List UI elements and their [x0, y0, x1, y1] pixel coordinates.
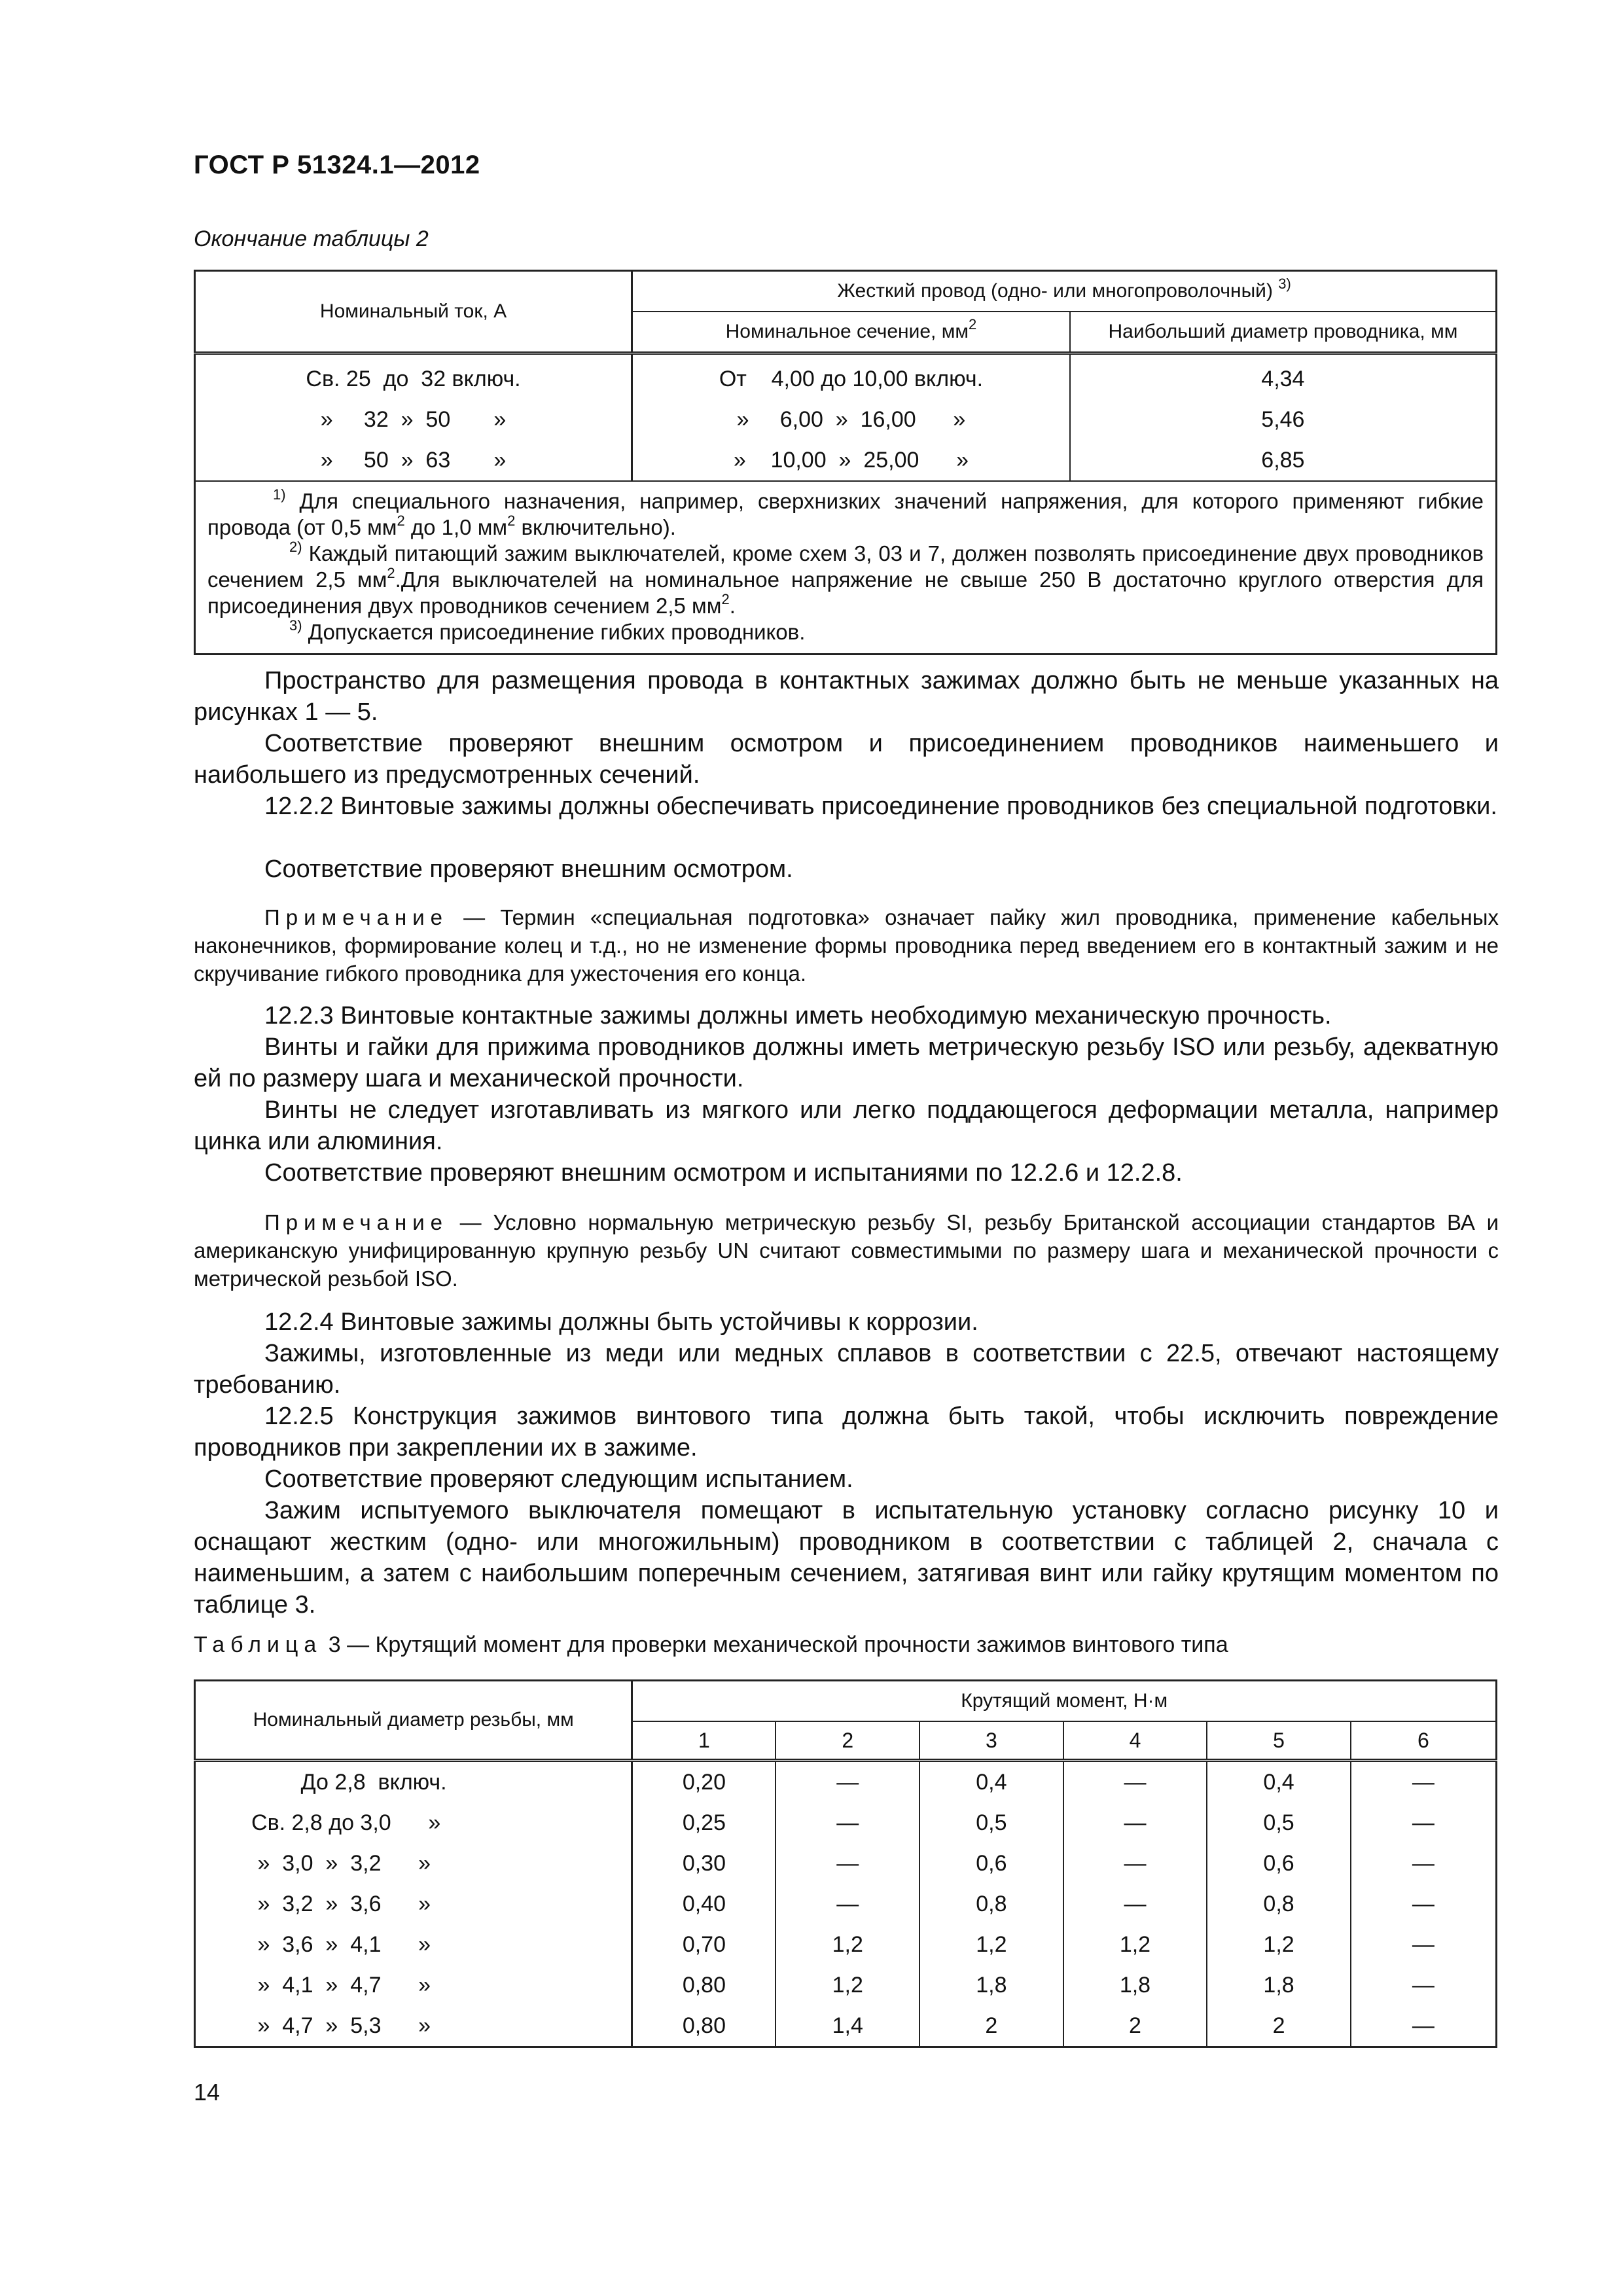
table2-cell-current: » 32 » 50 »: [195, 399, 632, 440]
table3-cell: —: [1351, 2005, 1497, 2047]
paragraph: Соответствие проверяют внешним осмотром и присоединением проводников наименьшего и наибольшего из предусмотренных сечений.: [194, 730, 1499, 789]
paragraph: 12.2.2 Винтовые зажимы должны обеспечивать присоединение проводников без специальной подготовки.: [264, 793, 1497, 820]
paragraph: 12.2.3 Винтовые контактные зажимы должны иметь необходимую механическую прочность.: [264, 1002, 1332, 1030]
table2-header-group: Жесткий провод (одно- или многопроволочный) $^{3)}$: [632, 271, 1497, 312]
note-1: Примечание — Термин «специальная подготовка» означает пайку жил проводника, применение кабельных наконечников, формирование колец и т.д., но не изменение формы проводника перед введением его в контактный зажим и не скручивание гибкого проводника для ужесточения его конца.: [194, 905, 1499, 986]
table3-cell: 0,5: [919, 1803, 1063, 1843]
table3-col-header: 4: [1063, 1721, 1207, 1761]
paragraph: Винты не следует изготавливать из мягкого или легко поддающегося деформации металла, например цинка или алюминия.: [194, 1096, 1499, 1155]
table3-cell: 1,8: [1063, 1965, 1207, 2005]
table2-cell-diameter: 5,46: [1070, 399, 1497, 440]
table-row: [195, 1803, 1497, 1843]
footnote-3: $^{3)}$ Допускается присоединение гибких проводников.: [289, 617, 806, 644]
paragraph: Пространство для размещения провода в контактных зажимах должно быть не меньше указанных на рисунках 1 — 5.: [194, 667, 1499, 726]
table2-header-current: Номинальный ток, А: [195, 271, 632, 353]
paragraph: Зажим испытуемого выключателя помещают в испытательную установку согласно рисунку 10 и оснащают жестким (одно- или многожильным) проводником в соответствии с таблицей 2, сначала с наименьшим, а затем с наибольшим поперечным сечением, затягивая винт или гайку крутящим моментом по таблице 3.: [194, 1497, 1499, 1619]
table3-cell: 0,25: [632, 1803, 776, 1843]
table-2: [194, 270, 1497, 655]
table3-col-header: 5: [1207, 1721, 1351, 1761]
table2-cell-current: » 50 » 63 »: [195, 440, 632, 481]
table3-cell: 1,2: [776, 1965, 919, 2005]
table3-cell: 0,20: [632, 1761, 776, 1803]
table3-cell: —: [776, 1884, 919, 1924]
table3-col-header: 3: [919, 1721, 1063, 1761]
table3-cell: —: [1351, 1924, 1497, 1965]
table3-cell: 0,6: [1207, 1843, 1351, 1884]
footnote-2: $^{2)}$ Каждый питающий зажим выключателей, кроме схем 3, 03 и 7, должен позволять присоединение двух проводников сечением 2,5 $мм^2.Для$ выключателей на номинальное напряжение не свыше 250 В достаточно круглого отверстия для присоединения двух проводников сечением 2,5 $мм^2$.: [207, 539, 1484, 618]
table3-cell: —: [776, 1761, 919, 1803]
table3-cell: 1,2: [1207, 1924, 1351, 1965]
document-header-title: ГОСТ Р 51324.1—2012: [194, 151, 480, 179]
table3-col-header: 2: [776, 1721, 919, 1761]
table2-cell-section: От 4,00 до 10,00 включ.: [632, 353, 1070, 400]
paragraph: Соответствие проверяют внешним осмотром.: [264, 855, 793, 883]
table3-cell: —: [776, 1803, 919, 1843]
table3-cell: 1,8: [919, 1965, 1063, 2005]
table3-cell: 0,8: [1207, 1884, 1351, 1924]
table3-cell: —: [1351, 1803, 1497, 1843]
table3-cell: —: [1063, 1843, 1207, 1884]
table3-cell: 0,6: [919, 1843, 1063, 1884]
table2-cell-section: » 6,00 » 16,00 »: [632, 399, 1070, 440]
table-row: [195, 1924, 1497, 1965]
table3-cell: 0,40: [632, 1884, 776, 1924]
table3-cell: 1,2: [1063, 1924, 1207, 1965]
table2-cell-current: Св. 25 до 32 включ.: [195, 353, 632, 400]
table-row: [195, 1761, 1497, 1803]
table3-header-torque: Крутящий момент, Н·м: [632, 1681, 1497, 1722]
table-row: [195, 1884, 1497, 1924]
table3-cell: 0,80: [632, 1965, 776, 2005]
table3-cell: 0,8: [919, 1884, 1063, 1924]
table3-cell: 0,30: [632, 1843, 776, 1884]
footnote-1: $^{1)}$ Для специального назначения, например, сверхнизких значений напряжения, для которого применяют гибкие провода (от 0,5 $мм^2$ до 1,0 $мм^2$ включительно).: [207, 486, 1484, 539]
paragraph: 12.2.5 Конструкция зажимов винтового типа должна быть такой, чтобы исключить повреждение проводников при закреплении их в зажиме.: [194, 1403, 1499, 1462]
table-3: [194, 1679, 1497, 2048]
table2-footnotes: [195, 481, 1497, 655]
table2-continuation-caption: Окончание таблицы 2: [194, 226, 429, 251]
table3-cell: 1,2: [776, 1924, 919, 1965]
table2-header-diameter: Наибольший диаметр проводника, мм: [1070, 312, 1497, 353]
table2-cell-section: » 10,00 » 25,00 »: [632, 440, 1070, 481]
table3-cell-diameter: » 4,7 » 5,3 »: [195, 2005, 632, 2047]
table3-col-header: 1: [632, 1721, 776, 1761]
table3-cell: 1,2: [919, 1924, 1063, 1965]
table3-cell-diameter: Св. 2,8 до 3,0 »: [195, 1803, 632, 1843]
table-row: [195, 353, 1497, 400]
table3-cell: 0,80: [632, 2005, 776, 2047]
table3-header-diameter: Номинальный диаметр резьбы, мм: [195, 1681, 632, 1761]
note-label: Примечание: [264, 1210, 449, 1234]
paragraph: Соответствие проверяют следующим испытанием.: [264, 1465, 853, 1493]
paragraph: 12.2.4 Винтовые зажимы должны быть устойчивы к коррозии.: [264, 1308, 978, 1336]
paragraph: Винты и гайки для прижима проводников должны иметь метрическую резьбу ISO или резьбу, адекватную ей по размеру шага и механической прочности.: [194, 1033, 1499, 1092]
table3-cell: —: [1063, 1803, 1207, 1843]
table-row: [195, 1843, 1497, 1884]
table3-cell: 0,5: [1207, 1803, 1351, 1843]
table3-cell-diameter: » 4,1 » 4,7 »: [195, 1965, 632, 2005]
note-2: Примечание — Условно нормальную метрическую резьбу SI, резьбу Британской ассоциации стандартов ВА и американскую унифицированную крупную резьбу UN считают совместимыми по размеру шага и механической прочности с метрической резьбой ISO.: [194, 1210, 1499, 1291]
table3-cell: 2: [919, 2005, 1063, 2047]
table3-cell: 0,4: [1207, 1761, 1351, 1803]
paragraph: Зажимы, изготовленные из меди или медных сплавов в соответствии с 22.5, отвечают настоящему требованию.: [194, 1340, 1499, 1399]
table3-cell: 0,70: [632, 1924, 776, 1965]
table3-cell: —: [1063, 1761, 1207, 1803]
table2-cell-diameter: 4,34: [1070, 353, 1497, 400]
table3-cell: —: [1351, 1843, 1497, 1884]
table3-cell: —: [1351, 1761, 1497, 1803]
note-label: Примечание: [264, 905, 449, 929]
table3-cell-diameter: » 3,0 » 3,2 »: [195, 1843, 632, 1884]
table3-cell: 2: [1207, 2005, 1351, 2047]
table3-cell: 1,4: [776, 2005, 919, 2047]
table3-cell: —: [776, 1843, 919, 1884]
paragraph: Соответствие проверяют внешним осмотром и испытаниями по 12.2.6 и 12.2.8.: [264, 1159, 1183, 1187]
table3-cell-diameter: » 3,2 » 3,6 »: [195, 1884, 632, 1924]
table3-cell: 1,8: [1207, 1965, 1351, 2005]
table3-cell: —: [1063, 1884, 1207, 1924]
table3-caption: Таблица 3 — Крутящий момент для проверки механической прочности зажимов винтового типа: [194, 1632, 1228, 1657]
table3-cell-diameter: » 3,6 » 4,1 »: [195, 1924, 632, 1965]
table3-cell-diameter: До 2,8 включ.: [195, 1761, 632, 1803]
table3-col-header: 6: [1351, 1721, 1497, 1761]
table-row: [195, 1965, 1497, 2005]
table3-cell: 0,4: [919, 1761, 1063, 1803]
table3-cell: —: [1351, 1884, 1497, 1924]
page-number: 14: [194, 2079, 221, 2106]
table-row: [195, 440, 1497, 481]
table-row: [195, 2005, 1497, 2047]
table-row: [195, 399, 1497, 440]
table2-cell-diameter: 6,85: [1070, 440, 1497, 481]
table2-header-section: Номинальное сечение, $мм^2$: [632, 312, 1070, 353]
table3-cell: —: [1351, 1965, 1497, 2005]
table3-cell: 2: [1063, 2005, 1207, 2047]
